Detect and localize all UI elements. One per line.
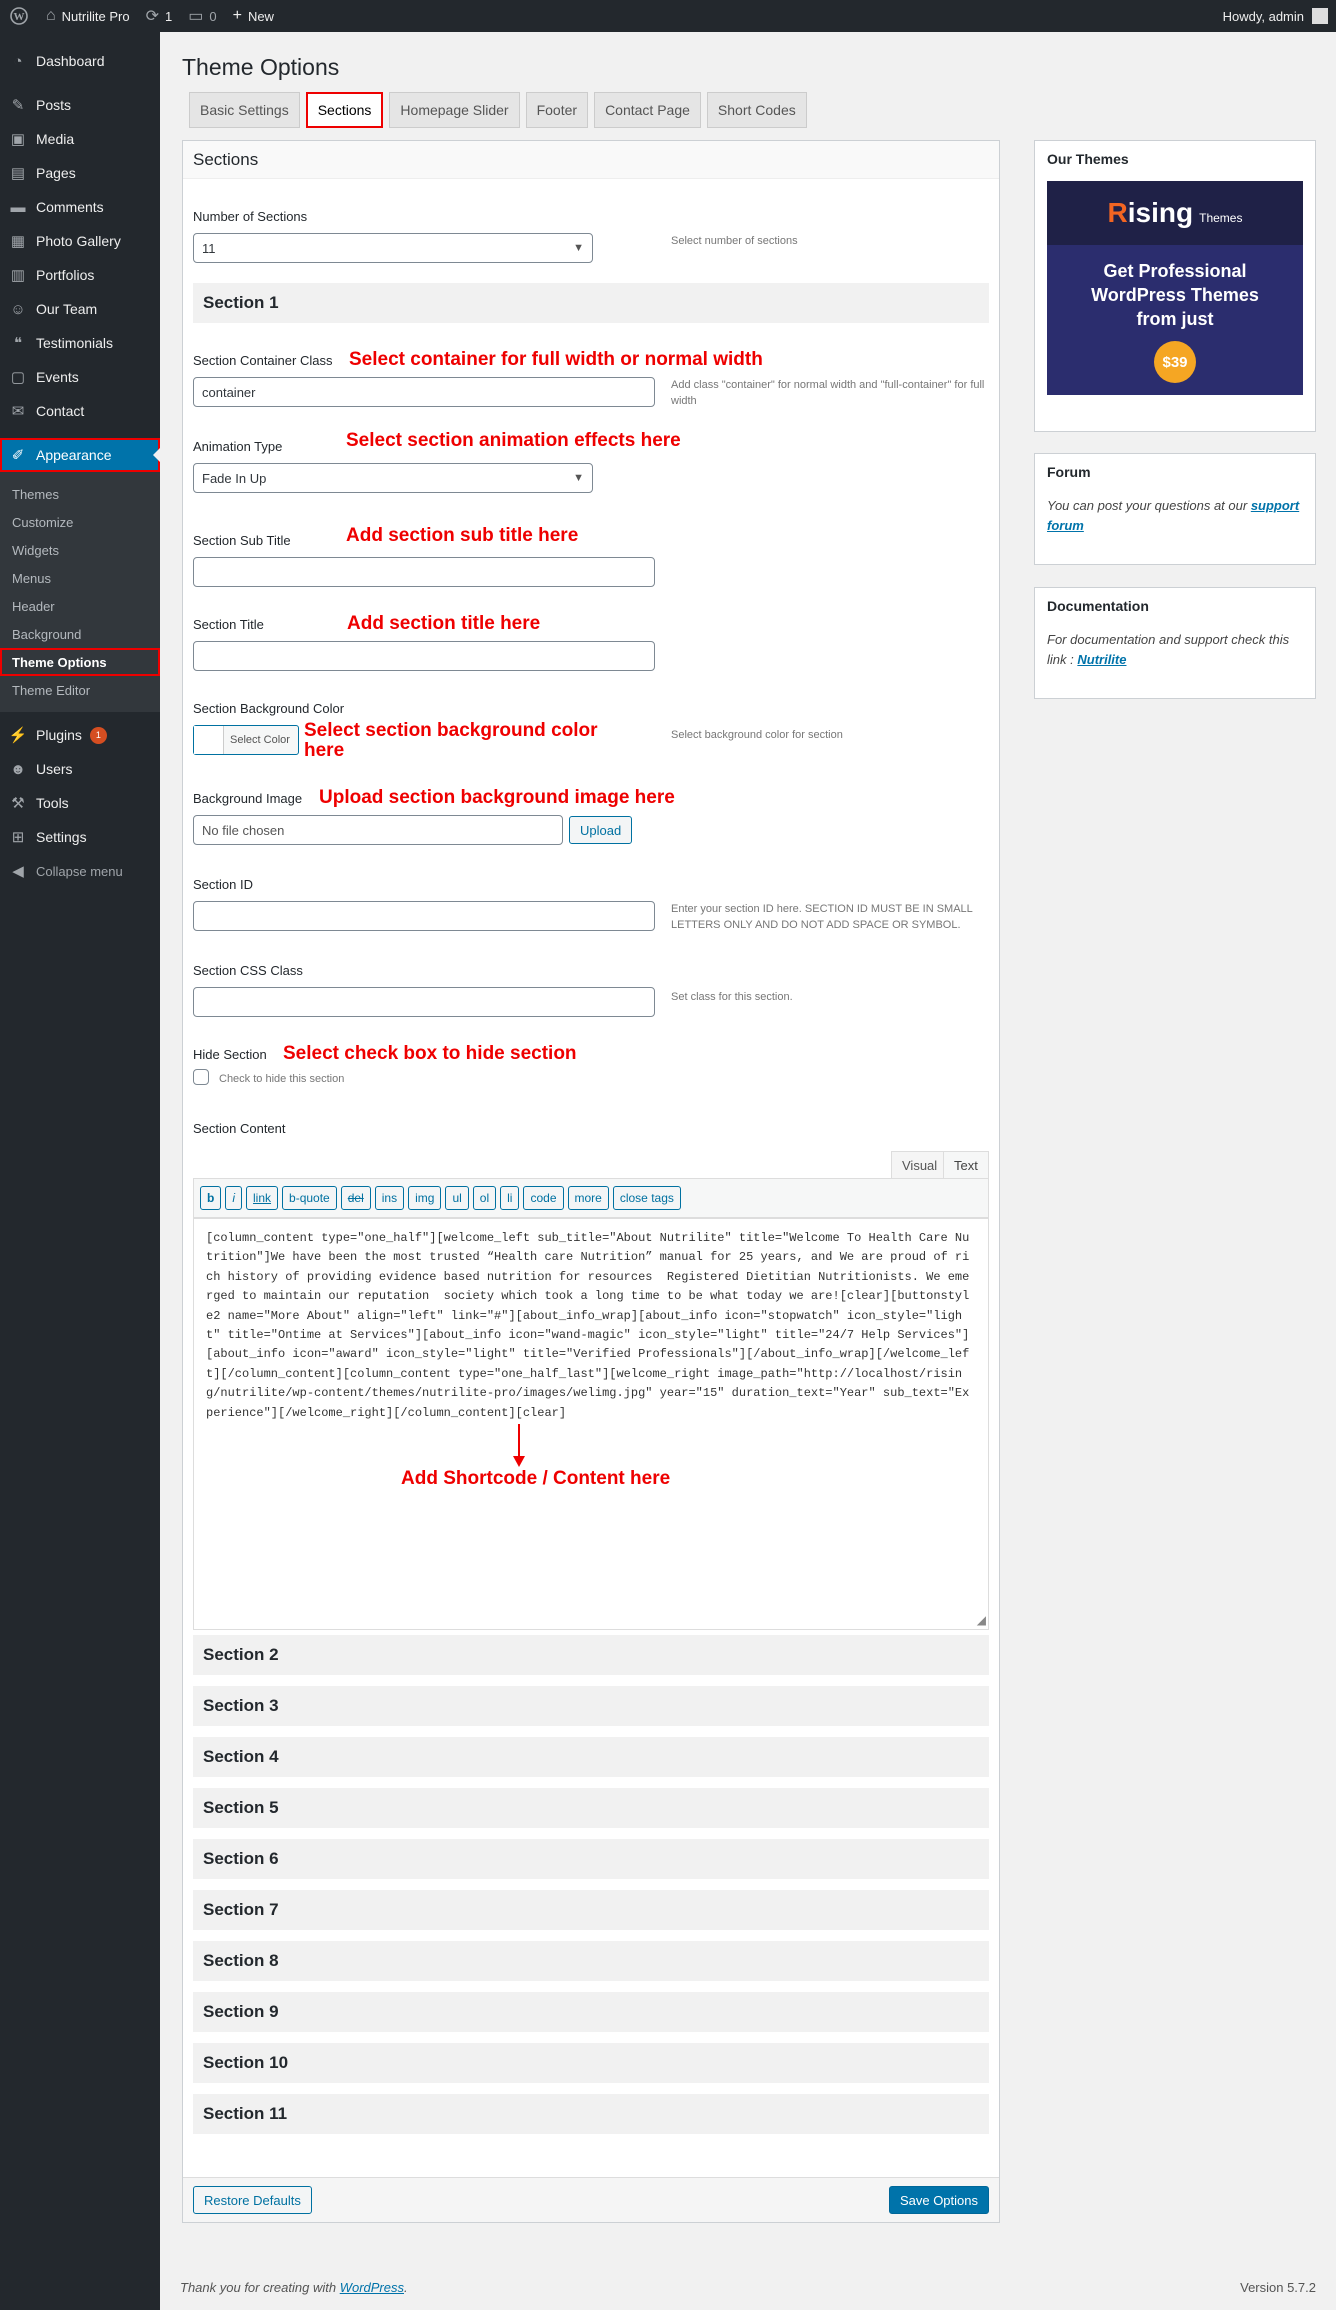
banner-text: Get Professional WordPress Themes from just: [1091, 261, 1259, 329]
css-class-desc: Set class for this section.: [671, 991, 793, 1003]
svg-text:W: W: [13, 11, 25, 23]
chevron-down-icon: ▼: [573, 472, 584, 484]
menu-media[interactable]: [0, 122, 160, 156]
qt-del-button[interactable]: del: [341, 1186, 371, 1210]
select-color-button[interactable]: [193, 725, 299, 755]
arrow-down-icon: [511, 1424, 527, 1468]
new-content-link[interactable]: [225, 0, 282, 32]
menu-our-team[interactable]: [0, 292, 160, 326]
support-forum-link[interactable]: support forum: [1047, 498, 1300, 533]
sub-title-label: Section Sub Title: [193, 533, 291, 548]
menu-label: Testimonials: [36, 335, 114, 351]
menu-label: Users: [36, 761, 73, 777]
hide-section-checkbox[interactable]: [193, 1069, 209, 1085]
menu-label: Pages: [36, 165, 76, 181]
documentation-title: Documentation: [1047, 598, 1149, 614]
save-options-button[interactable]: Save Options: [889, 2186, 989, 2214]
menu-label: Collapse menu: [36, 863, 123, 879]
sub-title-input[interactable]: [193, 557, 655, 587]
hide-section-check-label: Check to hide this section: [219, 1073, 345, 1085]
submenu-widgets[interactable]: Widgets: [12, 542, 59, 558]
themes-banner[interactable]: [1047, 181, 1303, 395]
events-icon: ▢: [10, 369, 26, 386]
bg-color-label: Section Background Color: [193, 701, 345, 716]
updates-link[interactable]: [138, 0, 181, 32]
new-label: New: [247, 8, 274, 24]
menu-contact[interactable]: [0, 394, 160, 428]
my-account[interactable]: [1223, 8, 1336, 24]
menu-plugins[interactable]: [0, 718, 160, 752]
container-class-value: container: [202, 384, 256, 400]
bg-color-desc: Select background color for section: [671, 729, 843, 741]
bg-image-label: Background Image: [193, 791, 303, 806]
submenu-background[interactable]: Background: [12, 626, 82, 642]
menu-testimonials[interactable]: [0, 326, 160, 360]
hide-section-label: Hide Section: [193, 1047, 267, 1062]
quicktags-toolbar: [193, 1178, 989, 1218]
wordpress-logo-icon[interactable]: [0, 0, 38, 32]
tab-short-codes[interactable]: Short Codes: [707, 92, 807, 128]
bg-image-value: No file chosen: [202, 822, 285, 838]
forum-title: Forum: [1047, 464, 1091, 480]
menu-label: Photo Gallery: [36, 233, 121, 249]
tab-bar: [189, 92, 807, 128]
home-icon: ⌂: [46, 7, 56, 24]
bg-color-annotation: Select section background color here: [304, 720, 598, 761]
qt-italic-button[interactable]: i: [225, 1186, 242, 1210]
section-9-header[interactable]: [193, 1992, 989, 2032]
submenu-menus[interactable]: Menus: [12, 570, 52, 586]
footer-text: Thank you for creating with: [180, 2280, 337, 2295]
chevron-down-icon: ▼: [573, 242, 584, 254]
qt-li-button[interactable]: li: [500, 1186, 519, 1210]
menu-dashboard[interactable]: [0, 44, 160, 78]
collapse-menu-button[interactable]: [0, 854, 160, 888]
title-label: Section Title: [193, 617, 264, 632]
qt-bold-button[interactable]: b: [200, 1186, 221, 1210]
tab-footer[interactable]: Footer: [526, 92, 588, 128]
animation-type-select[interactable]: [193, 463, 593, 493]
section-2-header[interactable]: [193, 1635, 989, 1675]
section-title: Section 7: [203, 1900, 279, 1919]
updates-count: 1: [165, 8, 173, 24]
qt-ins-button[interactable]: ins: [375, 1186, 404, 1210]
menu-users[interactable]: [0, 752, 160, 786]
menu-label: Our Team: [36, 301, 98, 317]
tab-contact-page[interactable]: Contact Page: [594, 92, 701, 128]
submenu-header[interactable]: Header: [12, 598, 55, 614]
comments-count: 0: [209, 8, 217, 24]
forum-box: [1034, 453, 1316, 565]
tab-homepage-slider[interactable]: Homepage Slider: [389, 92, 519, 128]
section-title: Section 5: [203, 1798, 279, 1817]
select-color-label: Select Color: [230, 734, 290, 746]
comment-icon: ▭: [188, 8, 204, 25]
menu-label: Events: [36, 369, 79, 385]
hide-section-annotation: Select check box to hide section: [283, 1043, 577, 1064]
num-sections-desc: Select number of sections: [671, 235, 798, 247]
section-1-header[interactable]: [193, 283, 989, 323]
banner-brand-rest: ising: [1127, 197, 1194, 228]
menu-label: Portfolios: [36, 267, 95, 283]
menu-label: Appearance: [36, 447, 112, 463]
section-8-header[interactable]: [193, 1941, 989, 1981]
panel-title: Sections: [183, 141, 999, 179]
tab-basic-settings[interactable]: Basic Settings: [189, 92, 300, 128]
section-11-header[interactable]: [193, 2094, 989, 2134]
menu-comments[interactable]: [0, 190, 160, 224]
editor-tab-visual[interactable]: Visual: [891, 1151, 948, 1179]
section-4-header[interactable]: [193, 1737, 989, 1777]
banner-brand: [1047, 181, 1303, 245]
menu-posts[interactable]: [0, 88, 160, 122]
documentation-text-body: For documentation and support check this link :: [1047, 632, 1290, 667]
section-content-label: Section Content: [193, 1121, 286, 1136]
testimonial-icon: ❝: [13, 335, 23, 352]
qt-more-button[interactable]: more: [568, 1186, 609, 1210]
site-name: Nutrilite Pro: [61, 8, 130, 24]
num-sections-label: Number of Sections: [193, 209, 308, 224]
qt-ul-button[interactable]: ul: [445, 1186, 468, 1210]
comment-icon: ▬: [10, 198, 26, 216]
menu-label: Settings: [36, 829, 87, 845]
panel-footer: [183, 2177, 999, 2222]
section-title: Section 10: [203, 2053, 289, 2072]
css-class-label: Section CSS Class: [193, 963, 303, 978]
page-icon: ▤: [10, 165, 26, 182]
restore-defaults-button[interactable]: Restore Defaults: [193, 2186, 312, 2214]
qt-bquote-button[interactable]: b-quote: [282, 1186, 337, 1210]
admin-footer: [180, 2280, 408, 2295]
section-title: Section 4: [203, 1747, 279, 1766]
collapse-icon: ◀: [12, 863, 24, 880]
banner-brand-first: R: [1107, 197, 1128, 228]
section-5-header[interactable]: [193, 1788, 989, 1828]
our-themes-box: [1034, 140, 1316, 432]
section-title: Section 9: [203, 2002, 279, 2021]
section-title: Section 11: [203, 2104, 288, 2123]
howdy-text: Howdy, admin: [1222, 8, 1304, 24]
sections-panel: [182, 140, 1000, 2223]
title-input[interactable]: [193, 641, 655, 671]
brush-icon: ✐: [11, 447, 25, 464]
site-name-link[interactable]: [38, 0, 138, 32]
section-content-textarea[interactable]: [193, 1218, 989, 1630]
section-id-label: Section ID: [193, 877, 253, 892]
section-title: Section 3: [203, 1696, 279, 1715]
version-text: Version 5.7.2: [1240, 2280, 1316, 2295]
num-sections-value: 11: [202, 240, 216, 256]
qt-link-button[interactable]: link: [246, 1186, 278, 1210]
color-swatch: [194, 726, 224, 754]
menu-label: Media: [36, 131, 75, 147]
menu-events[interactable]: [0, 360, 160, 394]
resize-handle-icon[interactable]: ◢: [976, 1613, 986, 1627]
editor-tab-text[interactable]: Text: [943, 1151, 989, 1179]
user-icon: ☻: [10, 760, 26, 778]
submenu-theme-editor[interactable]: Theme Editor: [12, 682, 91, 698]
menu-appearance[interactable]: [0, 438, 160, 472]
container-class-label: Section Container Class: [193, 353, 333, 368]
menu-label: Tools: [36, 795, 69, 811]
container-annotation: Select container for full width or normal width: [349, 349, 763, 370]
menu-label: Dashboard: [36, 53, 105, 69]
mail-icon: ✉: [11, 403, 25, 420]
menu-label: Comments: [36, 199, 104, 215]
menu-settings[interactable]: [0, 820, 160, 854]
container-class-desc: Add class "container" for normal width and "full-container" for full width: [671, 379, 985, 407]
qt-code-button[interactable]: code: [523, 1186, 563, 1210]
section-3-header[interactable]: [193, 1686, 989, 1726]
avatar: [1312, 8, 1328, 24]
media-icon: ▣: [10, 131, 26, 148]
bg-image-input[interactable]: [193, 815, 563, 845]
animation-type-label: Animation Type: [193, 439, 283, 454]
menu-label: Contact: [36, 403, 85, 419]
menu-label: Plugins: [36, 727, 82, 743]
section-id-desc: Enter your section ID here. SECTION ID MUST BE IN SMALL LETTERS ONLY AND DO NOT ADD SPACE OR SYMBOL.: [671, 903, 973, 931]
section-title: Section 8: [203, 1951, 279, 1970]
pin-icon: ✎: [11, 97, 25, 114]
wordpress-link[interactable]: WordPress: [339, 2280, 404, 2295]
updates-icon: ⟳: [145, 8, 159, 25]
settings-icon: ⊞: [11, 829, 25, 846]
banner-brand-suffix: Themes: [1199, 211, 1243, 225]
qt-ol-button[interactable]: ol: [473, 1186, 496, 1210]
animation-annotation: Select section animation effects here: [346, 430, 681, 451]
forum-text-body: You can post your questions at our: [1047, 498, 1248, 513]
banner-price: $39: [1154, 341, 1196, 383]
plugins-badge: 1: [90, 727, 107, 744]
documentation-box: [1034, 587, 1316, 699]
submenu-theme-options[interactable]: Theme Options: [0, 648, 160, 676]
upload-button[interactable]: Upload: [569, 816, 632, 844]
footer-end: .: [404, 2280, 408, 2295]
css-class-input[interactable]: [193, 987, 655, 1017]
menu-photo-gallery[interactable]: [0, 224, 160, 258]
section-list: [193, 1635, 989, 2134]
title-annotation: Add section title here: [347, 613, 541, 634]
plus-icon: +: [232, 7, 242, 24]
animation-type-value: Fade In Up: [202, 470, 267, 486]
submenu-customize[interactable]: Customize: [12, 514, 74, 530]
comments-link[interactable]: [180, 0, 224, 32]
container-class-input[interactable]: [193, 377, 655, 407]
section-title: Section 2: [203, 1645, 279, 1664]
gallery-icon: ▦: [10, 233, 26, 250]
page-title: Theme Options: [182, 54, 340, 80]
admin-bar: [0, 0, 1336, 32]
documentation-text: [1035, 624, 1315, 670]
menu-portfolios[interactable]: [0, 258, 160, 292]
portfolio-icon: ▥: [10, 267, 26, 284]
dashboard-icon: ◔: [13, 52, 23, 70]
wrench-icon: ⚒: [11, 795, 25, 812]
nutrilite-docs-link[interactable]: Nutrilite: [1077, 652, 1127, 667]
submenu-themes[interactable]: Themes: [12, 486, 59, 502]
content-annotation: Add Shortcode / Content here: [401, 1468, 671, 1489]
section-7-header[interactable]: [193, 1890, 989, 1930]
section-1-title: Section 1: [203, 293, 279, 312]
section-10-header[interactable]: [193, 2043, 989, 2083]
qt-img-button[interactable]: img: [408, 1186, 441, 1210]
section-content-text: [column_content type="one_half"][welcome_left sub_title="About Nutrilite" title="Welcome To Health Care Nutrition"]We have been the most trusted “Health care Nutrition” manual for 25 years, and We are proud of rich history of providing evidence based nutrition for resources Registered Dietitian Nutritionists. We emerged to maintain our reputation society which took a long time to be what today we are![clear][buttonstyle2 name="More About" align="left" link="#"][about_info_wrap][about_info icon="stopwatch" icon_style="light" title="Ontime at Services"][about_info icon="wand-magic" icon_style="light" title="24/7 Help Services"][about_info icon="award" icon_style="light" title="Verified Professionals"][/about_info_wrap][/welcome_left][/column_content][column_content type="one_half_last"][welcome_right image_path="http://localhost/rising/nutrilite/wp-content/themes/nutrilite-pro/images/welimg.jpg" year="15" duration_text="Year" sub_text="Experience"][/welcome_right][/column_content][clear]: [206, 1231, 970, 1420]
section-6-header[interactable]: [193, 1839, 989, 1879]
our-themes-title: Our Themes: [1047, 151, 1129, 167]
menu-label: Posts: [36, 97, 72, 113]
tab-sections[interactable]: Sections: [306, 92, 384, 128]
bg-image-annotation: Upload section background image here: [319, 787, 675, 808]
admin-sidebar: [0, 32, 160, 2310]
sub-title-annotation: Add section sub title here: [346, 525, 579, 546]
appearance-submenu: [0, 472, 160, 712]
plugin-icon: ⚡: [8, 727, 28, 744]
section-title: Section 6: [203, 1849, 279, 1868]
section-id-input[interactable]: [193, 901, 655, 931]
team-icon: ☺: [10, 300, 26, 318]
num-sections-select[interactable]: [193, 233, 593, 263]
menu-pages[interactable]: [0, 156, 160, 190]
forum-text: [1035, 490, 1315, 536]
qt-close-tags-button[interactable]: close tags: [613, 1186, 681, 1210]
menu-tools[interactable]: [0, 786, 160, 820]
